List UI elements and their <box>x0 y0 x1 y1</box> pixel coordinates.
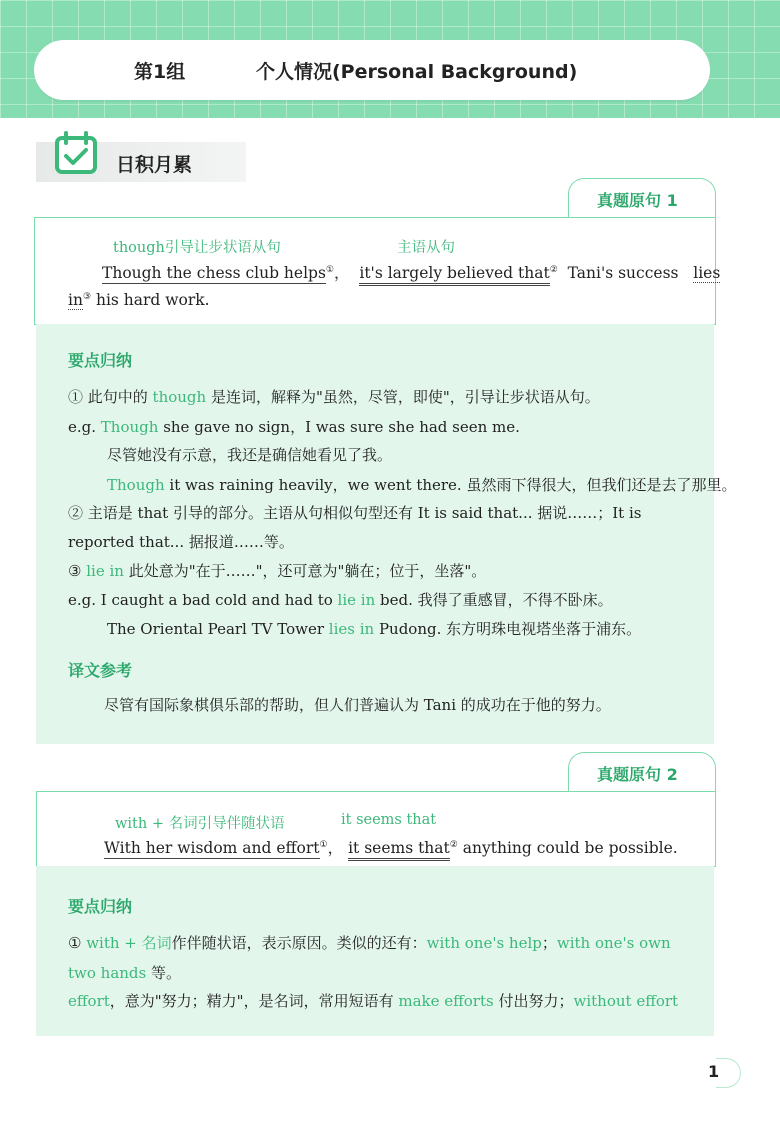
point-1-line-1: ① with + 名词作伴随状语，表示原因。类似的还有：with one's help；with one's own <box>68 934 671 952</box>
header-pill <box>34 40 710 100</box>
point-2-line-2: reported that... 据报道……等。 <box>68 533 294 551</box>
point-1: ① 此句中的 though 是连词，解释为"虽然，尽管，即使"，引导让步状语从句。 <box>68 388 600 406</box>
example-4: The Oriental Pearl TV Tower lies in Pudong. 东方明珠电视塔坐落于浦东。 <box>107 620 642 638</box>
point-2: effort，意为"努力；精力"，是名词，常用短语有 make efforts 付出努力；without effort <box>68 992 679 1010</box>
sentence-box-2 <box>36 791 716 867</box>
sentence-line <box>104 836 678 858</box>
header-band <box>0 0 780 118</box>
page-number-arc <box>716 1058 741 1088</box>
example-2: Though it was raining heavily，we went there. 虽然雨下得很大，但我们还是去了那里。 <box>107 476 737 494</box>
mark-1: ① <box>319 839 328 850</box>
translation-text: 尽管有国际象棋俱乐部的帮助，但人们普遍认为 Tani 的成功在于他的努力。 <box>104 696 611 714</box>
point-1-line-2: two hands 等。 <box>68 964 182 982</box>
notes-panel-1 <box>36 324 737 744</box>
annotation-though: though引导让步状语从句 <box>113 240 281 256</box>
notes-panel-2 <box>36 866 714 1036</box>
mark-2: ② <box>449 839 458 850</box>
calendar-check-icon <box>54 130 98 180</box>
phrase-tani: Tani's success <box>567 264 679 282</box>
phrase-rest: anything could be possible. <box>457 839 678 857</box>
section-title: 日积月累 <box>116 154 193 176</box>
points-heading: 要点归纳 <box>68 897 133 916</box>
mark-1: ① <box>325 264 334 275</box>
point-3: ③ lie in 此处意为"在于……"，还可意为"躺在；位于，坐落"。 <box>68 562 487 580</box>
section-heading <box>36 142 246 182</box>
example-1: e.g. Though she gave no sign，I was sure she had seen me. <box>68 418 520 436</box>
phrase-in: in <box>68 291 83 309</box>
annotation-it-seems: it seems that <box>341 812 437 828</box>
sentence-line-1 <box>102 261 720 283</box>
sentence-line-2 <box>68 291 210 309</box>
tab-item-1 <box>568 178 716 219</box>
phrase-subject-clause: it's largely believed that <box>359 264 549 286</box>
comma: ， <box>327 839 344 857</box>
group-label: 第1组 <box>134 61 186 83</box>
sentence-box-1 <box>34 217 721 325</box>
annotation-with-noun: with + 名词引导伴随状语 <box>115 816 285 832</box>
example-1-translation: 尽管她没有示意，我还是确信她看见了我。 <box>107 446 393 464</box>
mark-3: ③ <box>82 291 92 302</box>
phrase-though-clause: Though the chess club helps <box>102 264 326 282</box>
phrase-it-seems: it seems that <box>348 839 450 861</box>
comma: ， <box>334 264 350 282</box>
phrase-with-clause: With her wisdom and effort <box>104 839 320 857</box>
phrase-lies: lies <box>693 264 721 282</box>
tab-label: 真题原句 1 <box>597 191 678 210</box>
tab-label: 真题原句 2 <box>597 765 678 784</box>
group-title: 个人情况(Personal Background) <box>256 61 578 83</box>
tab-item-2 <box>568 752 716 793</box>
annotation-subject-clause: 主语从句 <box>397 240 455 256</box>
points-heading: 要点归纳 <box>68 351 133 370</box>
translation-heading: 译文参考 <box>68 661 133 680</box>
point-2-line-1: ② 主语是 that 引导的部分。主语从句相似句型还有 It is said that... 据说……；It is <box>68 504 642 522</box>
phrase-hard-work: his hard work. <box>91 291 210 309</box>
page-number: 1 <box>708 1062 720 1081</box>
example-3: e.g. I caught a bad cold and had to lie in bed. 我得了重感冒，不得不卧床。 <box>68 591 613 609</box>
mark-2: ② <box>549 264 558 275</box>
